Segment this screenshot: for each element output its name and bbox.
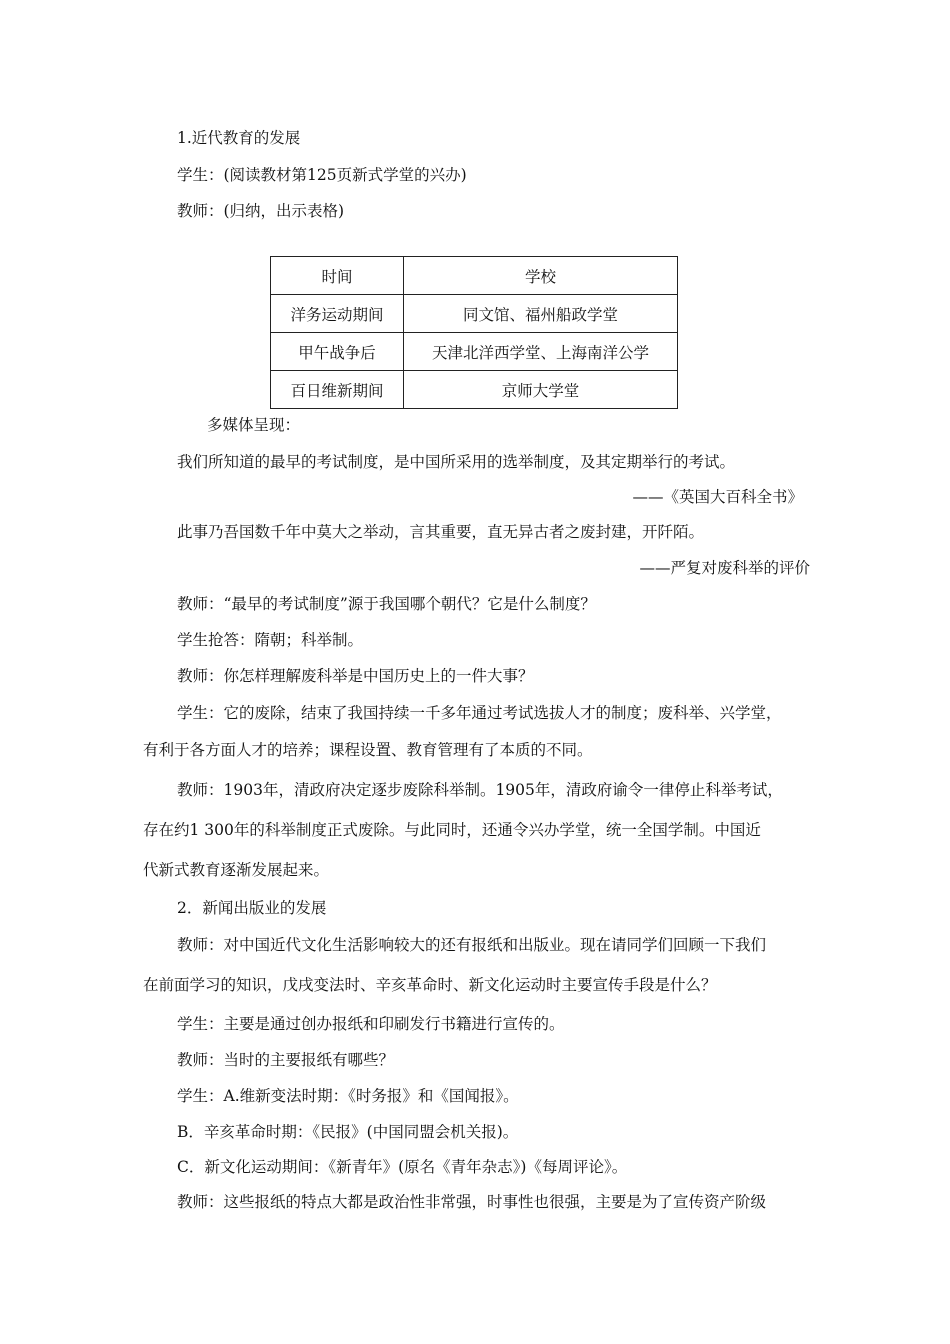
student-read-line: 学生：(阅读教材第125页新式学堂的兴办): [177, 166, 467, 184]
teacher-intro-line1: 教师：对中国近代文化生活影响较大的还有报纸和出版业。现在请同学们回顾一下我们: [177, 936, 767, 954]
teacher-statement-line2: 存在约1 300年的科举制度正式废除。与此同时，还通令兴办学堂，统一全国学制。中国近: [143, 821, 761, 839]
quote-1: 我们所知道的最早的考试制度，是中国所采用的选举制度，及其定期举行的考试。: [177, 453, 736, 471]
teacher-question-1: 教师：“最早的考试制度”源于我国哪个朝代？它是什么制度？: [177, 595, 596, 613]
student-reply: 学生：主要是通过创办报纸和印刷发行书籍进行宣传的。: [177, 1015, 565, 1033]
teacher-statement-line1: 教师：1903年，清政府决定逐步废除科举制。1905年，清政府谕令一律停止科举考试，: [177, 781, 783, 799]
table-cell: 天津北洋西学堂、上海南洋公学: [404, 333, 678, 371]
table-cell: 京师大学堂: [404, 371, 678, 409]
teacher-closing-line: 教师：这些报纸的特点大都是政治性非常强，时事性也很强，主要是为了宣传资产阶级: [177, 1193, 767, 1211]
quote-1-source: ——《英国大百科全书》: [632, 488, 803, 506]
table-cell: 洋务运动期间: [271, 295, 404, 333]
table-header-cell: 学校: [404, 257, 678, 295]
section2-heading: 2．新闻出版业的发展: [177, 899, 327, 917]
table-cell: 百日维新期间: [271, 371, 404, 409]
table-row: [271, 371, 678, 409]
teacher-statement-line3: 代新式教育逐渐发展起来。: [143, 861, 330, 879]
table-cell: 同文馆、福州船政学堂: [404, 295, 678, 333]
student-answer-2-line2: 有利于各方面人才的培养；课程设置、教育管理有了本质的不同。: [143, 741, 593, 759]
teacher-question-2: 教师：你怎样理解废科举是中国历史上的一件大事？: [177, 667, 534, 685]
student-list-a: 学生：A.维新变法时期：《时务报》和《国闻报》。: [177, 1087, 519, 1105]
teacher-question-newspapers: 教师：当时的主要报纸有哪些？: [177, 1051, 395, 1069]
student-answer-1: 学生抢答：隋朝；科举制。: [177, 631, 364, 649]
quote-2: 此事乃吾国数千年中莫大之举动，言其重要，直无异古者之废封建，开阡陌。: [177, 523, 705, 541]
teacher-table-line: 教师：(归纳，出示表格): [177, 202, 345, 220]
table-header-cell: 时间: [271, 257, 404, 295]
section1-heading: 1.近代教育的发展: [177, 129, 301, 147]
table-row: [271, 333, 678, 371]
table-header-row: [271, 257, 678, 295]
student-answer-2-line1: 学生：它的废除，结束了我国持续一千多年通过考试选拔人才的制度；废科举、兴学堂，: [177, 704, 782, 722]
quote-2-source: ——严复对废科举的评价: [639, 559, 810, 577]
education-table: [270, 256, 678, 409]
student-list-c: C．新文化运动期间：《新青年》(原名《青年杂志》)《每周评论》。: [177, 1158, 628, 1176]
student-list-b: B．辛亥革命时期：《民报》(中国同盟会机关报)。: [177, 1123, 519, 1141]
table-row: [271, 295, 678, 333]
multimedia-label: 多媒体呈现：: [207, 416, 301, 434]
table-cell: 甲午战争后: [271, 333, 404, 371]
teacher-intro-line2: 在前面学习的知识，戊戌变法时、辛亥革命时、新文化运动时主要宣传手段是什么？: [143, 976, 717, 994]
